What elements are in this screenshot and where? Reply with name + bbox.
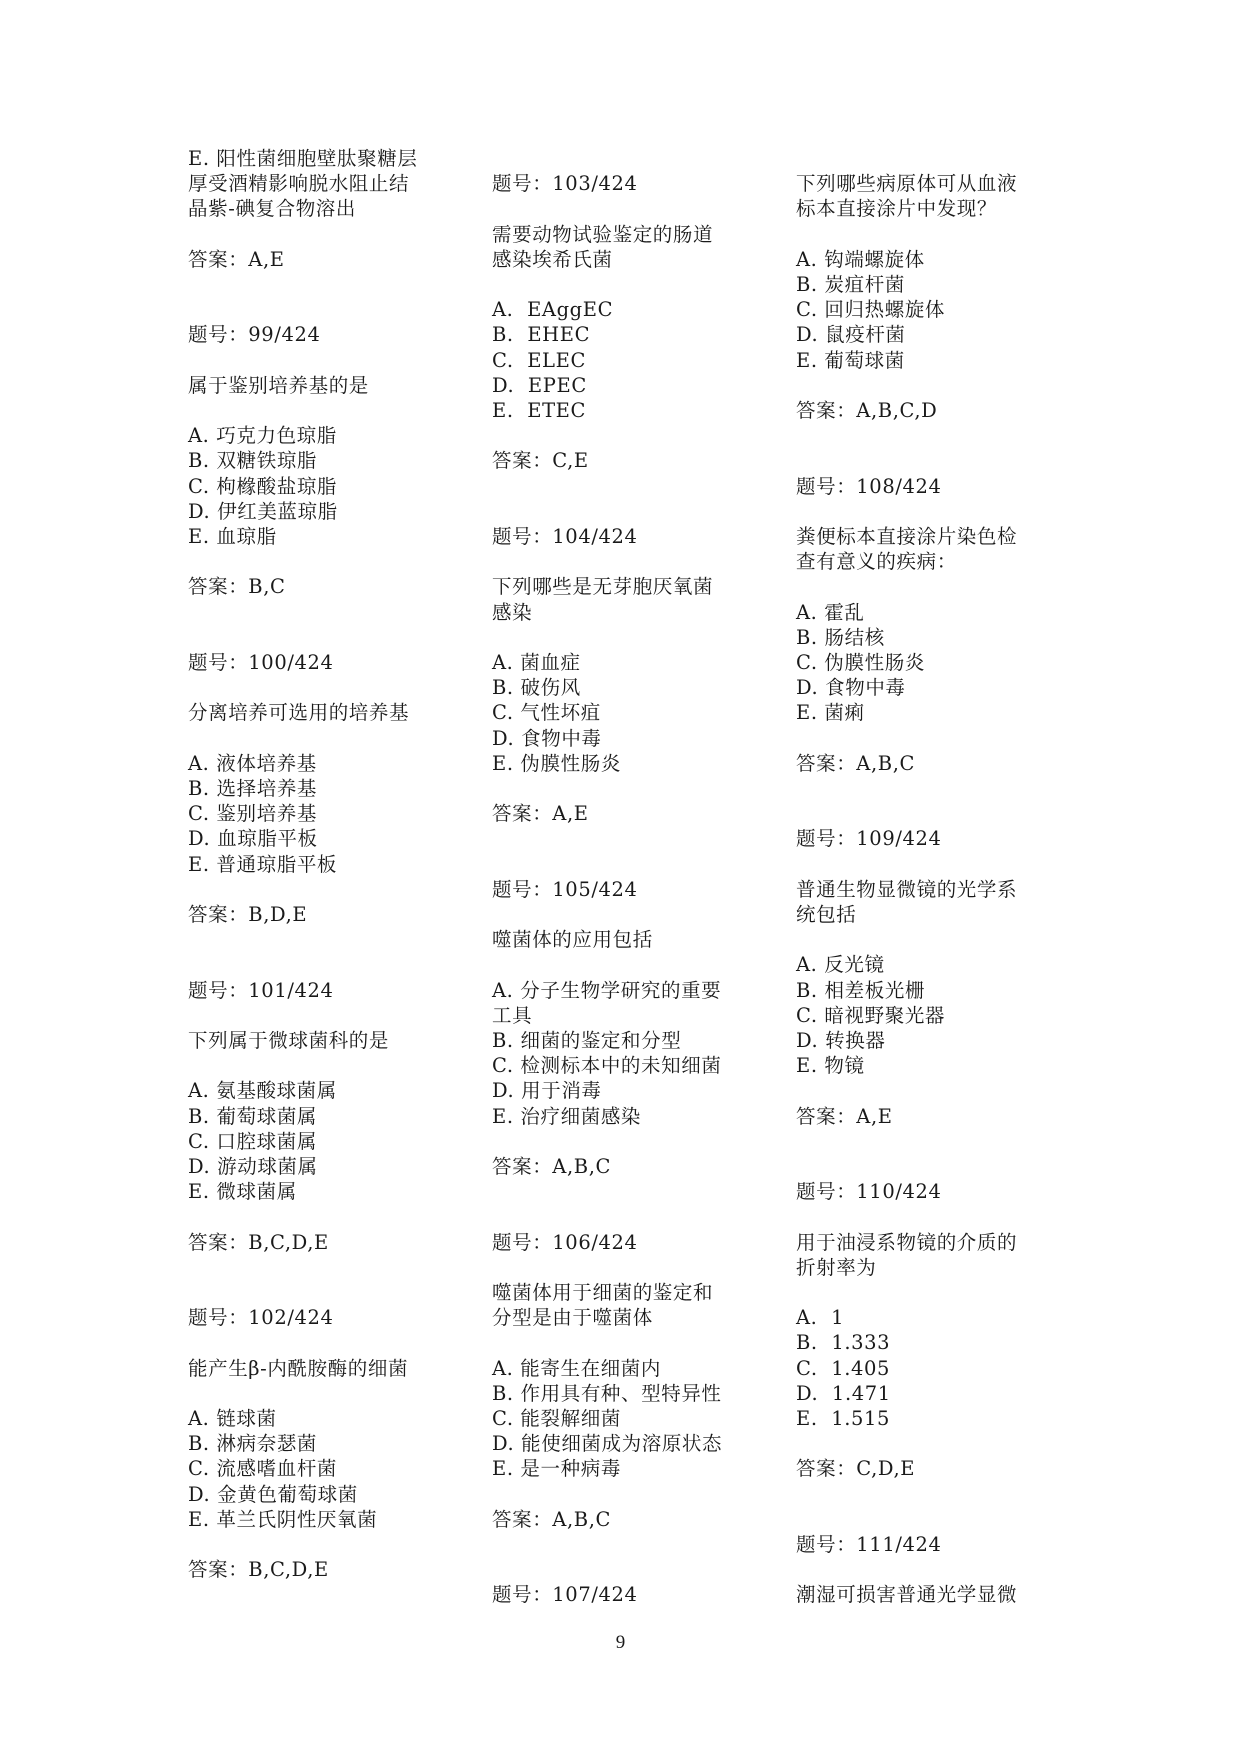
option-e: E. 葡萄球菌 <box>796 348 905 372</box>
option-b: B. EHEC <box>492 323 591 347</box>
column-2 <box>492 146 757 1608</box>
option-d: D. 金黄色葡萄球菌 <box>188 1482 358 1506</box>
answer-text: 答案：A,B,C <box>492 1507 612 1531</box>
option-e: E. 革兰氏阴性厌氧菌 <box>188 1507 378 1531</box>
option-c: C. 气性坏疽 <box>492 701 601 725</box>
option-b: B. 破伤风 <box>492 676 581 700</box>
question-id: 题号：108/424 <box>796 474 942 498</box>
column-1 <box>188 146 453 1582</box>
option-b: B. 葡萄球菌属 <box>188 1104 318 1128</box>
answer-text: 答案：B,C,D,E <box>188 1230 329 1254</box>
answer-text: 答案：A,E <box>796 1104 893 1128</box>
option-a: A. 菌血症 <box>492 650 581 674</box>
option-a: A. 霍乱 <box>796 600 865 624</box>
option-c: C. 检测标本中的未知细菌 <box>492 1054 722 1078</box>
option-e: E. 是一种病毒 <box>492 1457 621 1481</box>
option-b: B. 相差板光栅 <box>796 978 926 1002</box>
option-e: E. 伪膜性肠炎 <box>492 751 621 775</box>
option-e: E. ETEC <box>492 398 587 422</box>
option-a: A. 分子生物学研究的重要 <box>492 978 722 1002</box>
option-d: D. 血琼脂平板 <box>188 827 318 851</box>
option-e: E. 血琼脂 <box>188 524 277 548</box>
answer-text: 答案：B,C,D,E <box>188 1558 329 1582</box>
question-stem: 属于鉴别培养基的是 <box>188 373 369 397</box>
question-id: 题号：104/424 <box>492 524 638 548</box>
question-stem: 分离培养可选用的培养基 <box>188 701 410 725</box>
question-stem: 用于油浸系物镜的介质的 <box>796 1230 1018 1254</box>
option-d: D. 转换器 <box>796 1028 886 1052</box>
option-e: E. 物镜 <box>796 1054 865 1078</box>
option-a: A. 反光镜 <box>796 953 885 977</box>
option-d: D. 食物中毒 <box>796 676 906 700</box>
answer-text: 答案：A,B,C <box>796 751 916 775</box>
question-stem: 标本直接涂片中发现？ <box>796 197 998 221</box>
option-a: A. 巧克力色琼脂 <box>188 424 337 448</box>
answer-text: 答案：A,B,C,D <box>796 398 938 422</box>
question-id: 题号：101/424 <box>188 978 334 1002</box>
question-id: 题号：102/424 <box>188 1306 334 1330</box>
option-a-cont: 工具 <box>492 1003 533 1027</box>
question-stem: 粪便标本直接涂片染色检 <box>796 524 1018 548</box>
question-id: 题号：99/424 <box>188 323 321 347</box>
option-c: C. 伪膜性肠炎 <box>796 650 925 674</box>
option-text: 晶紫-碘复合物溶出 <box>188 197 356 221</box>
answer-text: 答案：B,D,E <box>188 902 308 926</box>
option-e: E. 菌痢 <box>796 701 865 725</box>
question-id: 题号：105/424 <box>492 877 638 901</box>
option-d: D. 食物中毒 <box>492 726 602 750</box>
option-text: E. 阳性菌细胞壁肽聚糖层 <box>188 147 418 170</box>
option-c: C. 回归热螺旋体 <box>796 298 946 322</box>
option-d: D. 游动球菌属 <box>188 1154 318 1178</box>
option-d: D. 1.471 <box>796 1381 891 1405</box>
option-a: A. 液体培养基 <box>188 751 317 775</box>
option-text: 厚受酒精影响脱水阻止结 <box>188 172 410 196</box>
option-a: A. EAggEC <box>492 298 614 322</box>
option-b: B. 炭疽杆菌 <box>796 272 905 296</box>
question-id: 题号：111/424 <box>796 1532 942 1556</box>
question-id: 题号：103/424 <box>492 172 638 196</box>
option-d: D. 鼠疫杆菌 <box>796 323 906 347</box>
option-e: E. 微球菌属 <box>188 1180 297 1204</box>
question-stem: 下列哪些是无芽胞厌氧菌 <box>492 575 714 599</box>
option-c: C. 鉴别培养基 <box>188 802 317 826</box>
option-b: B. 双糖铁琼脂 <box>188 449 318 473</box>
option-c: C. 1.405 <box>796 1356 891 1380</box>
answer-text: 答案：A,E <box>188 247 285 271</box>
question-stem: 下列哪些病原体可从血液 <box>796 172 1018 196</box>
question-stem: 下列属于微球菌科的是 <box>188 1028 390 1052</box>
option-a: A. 钩端螺旋体 <box>796 247 925 271</box>
option-c: C. 能裂解细菌 <box>492 1406 621 1430</box>
question-stem: 潮湿可损害普通光学显微 <box>796 1583 1018 1607</box>
question-stem: 分型是由于噬菌体 <box>492 1306 653 1330</box>
option-a: A. 链球菌 <box>188 1406 277 1430</box>
question-stem: 能产生β-内酰胺酶的细菌 <box>188 1356 409 1380</box>
question-id: 题号：110/424 <box>796 1180 942 1204</box>
answer-text: 答案：C,D,E <box>796 1457 916 1481</box>
option-c: C. 流感嗜血杆菌 <box>188 1457 338 1481</box>
question-stem: 感染 <box>492 600 533 624</box>
option-e: E. 1.515 <box>796 1406 891 1430</box>
option-c: C. 枸橼酸盐琼脂 <box>188 474 338 498</box>
option-a: A. 氨基酸球菌属 <box>188 1079 337 1103</box>
option-b: B. 淋病奈瑟菌 <box>188 1432 318 1456</box>
option-c: C. 暗视野聚光器 <box>796 1003 946 1027</box>
option-b: B. 选择培养基 <box>188 776 318 800</box>
question-id: 题号：106/424 <box>492 1230 638 1254</box>
option-a: A. 1 <box>796 1306 845 1330</box>
option-b: B. 细菌的鉴定和分型 <box>492 1028 682 1052</box>
question-stem: 统包括 <box>796 902 857 926</box>
column-3 <box>796 146 1061 1608</box>
question-stem: 感染埃希氏菌 <box>492 247 613 271</box>
page-number: 9 <box>615 1632 626 1653</box>
answer-text: 答案：B,C <box>188 575 286 599</box>
question-stem: 查有意义的疾病： <box>796 550 957 574</box>
question-id: 题号：100/424 <box>188 650 334 674</box>
question-id: 题号：107/424 <box>492 1583 638 1607</box>
option-e: E. 治疗细菌感染 <box>492 1104 642 1128</box>
answer-text: 答案：C,E <box>492 449 589 473</box>
question-stem: 折射率为 <box>796 1255 877 1279</box>
option-d: D. 能使细菌成为溶原状态 <box>492 1432 723 1456</box>
answer-text: 答案：A,B,C <box>492 1154 612 1178</box>
option-b: B. 1.333 <box>796 1331 891 1355</box>
option-d: D. 用于消毒 <box>492 1079 602 1103</box>
option-d: D. 伊红美蓝琼脂 <box>188 499 338 523</box>
option-a: A. 能寄生在细菌内 <box>492 1356 661 1380</box>
question-stem: 需要动物试验鉴定的肠道 <box>492 222 714 246</box>
question-stem: 普通生物显微镜的光学系 <box>796 877 1018 901</box>
option-b: B. 肠结核 <box>796 625 885 649</box>
question-stem: 噬菌体用于细菌的鉴定和 <box>492 1280 714 1304</box>
question-stem: 噬菌体的应用包括 <box>492 928 653 952</box>
option-e: E. 普通琼脂平板 <box>188 852 338 876</box>
question-id: 题号：109/424 <box>796 827 942 851</box>
option-c: C. ELEC <box>492 348 586 372</box>
option-d: D. EPEC <box>492 373 587 397</box>
answer-text: 答案：A,E <box>492 802 589 826</box>
option-b: B. 作用具有种、型特异性 <box>492 1381 722 1405</box>
option-c: C. 口腔球菌属 <box>188 1129 317 1153</box>
